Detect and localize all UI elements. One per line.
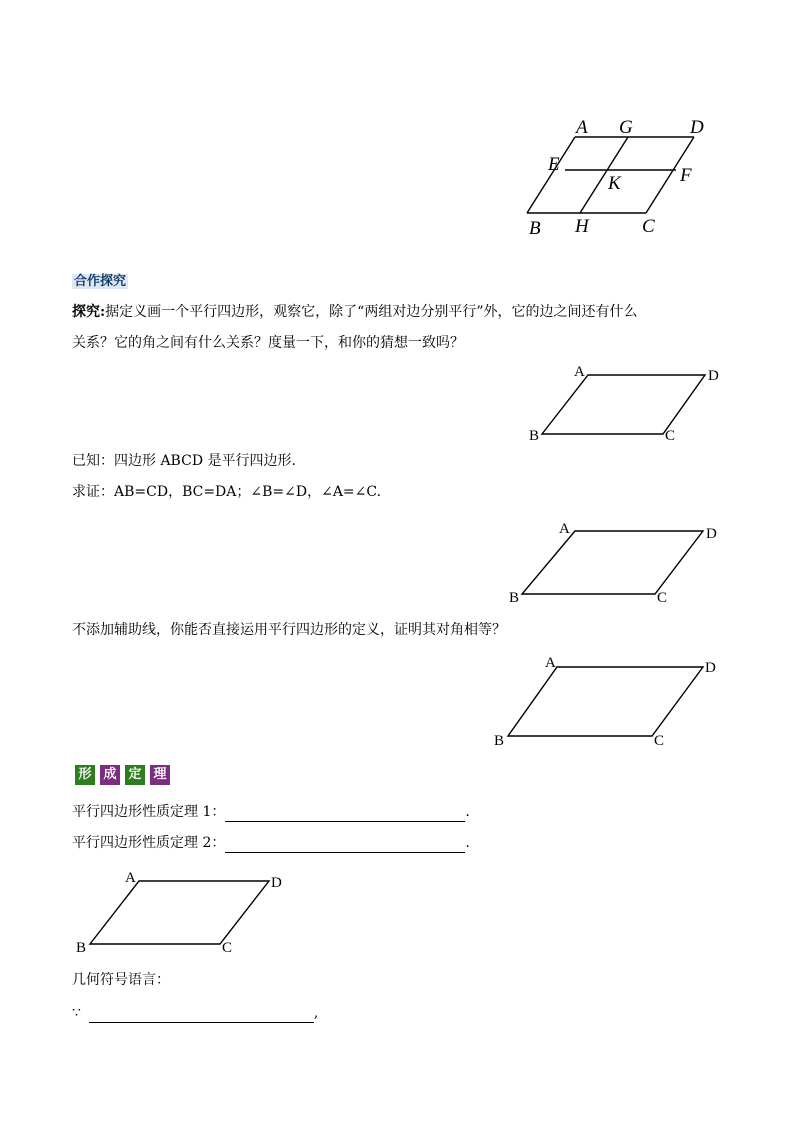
badge-3: 定	[125, 765, 145, 785]
theorem-1-label: 平行四边形性质定理 1：	[72, 804, 226, 820]
theorem-2	[72, 833, 470, 853]
vertex-b: B	[76, 940, 87, 956]
vertex-a: A	[125, 870, 136, 886]
question-text: 不添加辅助线，你能否直接运用平行四边形的定义，证明其对角相等？	[72, 622, 506, 638]
explore-text-2: 关系？它的角之间有什么关系？度量一下，和你的猜想一致吗？	[72, 335, 464, 351]
parallelogram-grid-figure	[520, 110, 740, 245]
theorem-1	[72, 802, 470, 822]
prove-statement: 求证：AB=CD，BC=DA；∠B=∠D，∠A=∠C.	[72, 484, 382, 500]
parallelogram-figure-5	[72, 865, 292, 957]
badge-1: 形	[75, 765, 95, 785]
because-line	[72, 1003, 318, 1023]
vertex-d: D	[708, 368, 719, 384]
vertex-c: C	[657, 590, 668, 606]
vertex-d: D	[706, 526, 717, 542]
vertex-a: A	[559, 521, 570, 537]
vertex-d: D	[705, 660, 716, 676]
section-title: 合作探究	[74, 274, 127, 289]
vertex-a: A	[574, 364, 585, 380]
label-a: A	[576, 117, 588, 138]
vertex-d: D	[271, 875, 282, 891]
label-d: D	[690, 117, 704, 138]
explore-label: 探究	[72, 304, 100, 320]
theorem-heading-badges	[75, 763, 175, 785]
theorem-1-end: .	[465, 804, 470, 820]
parallelogram-figure-4	[490, 650, 725, 750]
label-h: H	[575, 216, 589, 237]
vertex-b: B	[509, 590, 520, 606]
because-end: ,	[313, 1005, 319, 1021]
theorem-2-label: 平行四边形性质定理 2：	[72, 835, 226, 851]
label-k: K	[608, 173, 621, 194]
explore-line-2	[72, 333, 464, 353]
label-c: C	[642, 216, 655, 237]
because-symbol: ∵	[72, 1005, 81, 1021]
label-g: G	[619, 117, 633, 138]
badge-4: 理	[150, 765, 170, 785]
explore-colon: :	[100, 304, 106, 320]
parallelogram-figure-3	[505, 512, 730, 607]
explore-text-1: 据定义画一个平行四边形，观察它，除了“两组对边分别平行”外，它的边之间还有什么	[105, 304, 638, 320]
because-blank[interactable]	[89, 1008, 314, 1023]
vertex-c: C	[654, 733, 665, 749]
theorem-2-blank[interactable]	[225, 838, 465, 853]
vertex-a: A	[545, 655, 556, 671]
symbolic-language-label: 几何符号语言：	[72, 972, 170, 988]
vertex-c: C	[665, 428, 676, 444]
theorem-1-blank[interactable]	[225, 807, 465, 822]
label-e: E	[548, 154, 560, 175]
vertex-b: B	[529, 428, 540, 444]
vertex-b: B	[494, 733, 505, 749]
vertex-c: C	[222, 940, 233, 956]
explore-line-1	[72, 302, 637, 322]
label-b: B	[529, 218, 541, 239]
badge-2: 成	[100, 765, 120, 785]
theorem-2-end: .	[465, 835, 470, 851]
label-f: F	[680, 165, 692, 186]
given-statement: 已知：四边形 ABCD 是平行四边形.	[72, 453, 296, 469]
parallelogram-figure-2	[525, 360, 725, 445]
